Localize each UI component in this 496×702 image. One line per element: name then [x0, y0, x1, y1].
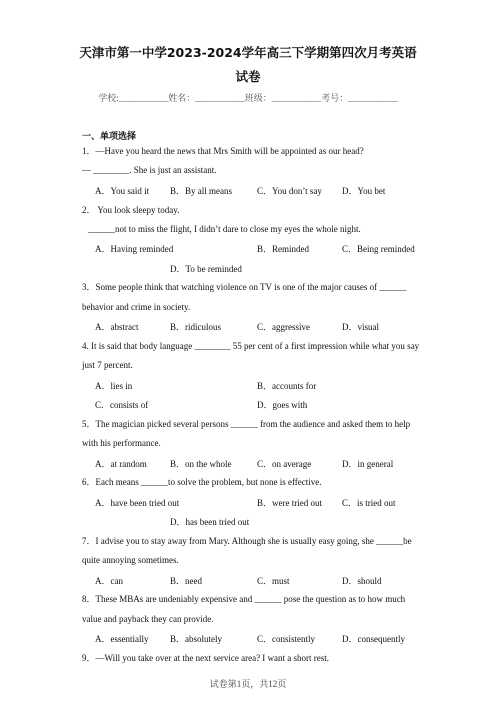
question-2-option-a: A．Having reminded: [95, 244, 174, 254]
question-1-option-b: B．By all means: [170, 186, 232, 196]
question-5-option-a: A．at random: [95, 459, 147, 469]
question-2-option-b: B．Reminded: [257, 244, 309, 254]
question-2-line-1: 2． You look sleepy today.: [82, 205, 180, 215]
question-1-line-2: — ________. She is just an assistant.: [82, 165, 217, 175]
question-7-option-d: D．should: [342, 576, 382, 586]
question-4-line-1: 4. It is said that body language ________ 55 per cent of a first impression while what you say: [82, 341, 420, 351]
question-1-line-1: 1．—Have you heard the news that Mrs Smith will be appointed as our head?: [82, 146, 364, 156]
question-1-option-c: C．You don’t say: [257, 186, 322, 196]
question-2-option-d: D．To be reminded: [170, 264, 242, 274]
question-5-line-2: with his performance.: [82, 438, 161, 448]
question-8-option-a: A．essentially: [95, 634, 149, 644]
question-7-option-b: B．need: [170, 576, 202, 586]
question-4-option-a: A．lies in: [95, 381, 133, 391]
exam-title-line2: 试卷: [235, 69, 261, 84]
question-4-option-b: B．accounts for: [257, 381, 317, 391]
page-footer: 试卷第1页，共12页: [209, 679, 287, 689]
question-7-line-1: 7．I advise you to stay away from Mary. Although she is usually easy going, she ______be: [82, 536, 412, 546]
question-4-option-c: C．consists of: [95, 400, 149, 410]
question-8-option-d: D．consequently: [342, 634, 405, 644]
question-5-line-1: 5．The magician picked several persons ______ from the audience and asked them to help: [82, 419, 411, 429]
question-9-line-1: 9．—Will you take over at the next service area? I want a short rest.: [82, 653, 330, 663]
question-2-option-c: C．Being reminded: [342, 244, 415, 254]
question-8-line-1: 8．These MBAs are undeniably expensive and ______ pose the question as to how much: [82, 594, 406, 604]
question-6-option-b: B．were tried out: [257, 498, 322, 508]
question-7-option-a: A．can: [95, 576, 123, 586]
question-1-option-a: A．You said it: [95, 186, 150, 196]
question-3-line-1: 3．Some people think that watching violence on TV is one of the major causes of ______: [82, 282, 407, 292]
exam-title-line1: 天津市第一中学2023-2024学年高三下学期第四次月考英语: [79, 45, 417, 60]
question-5-option-c: C．on average: [257, 459, 312, 469]
section-heading: 一、单项选择: [82, 132, 137, 142]
question-6-option-d: D．has been tried out: [170, 517, 250, 527]
student-info-line: 学校:___________姓名：___________班级：___________考号：___________: [98, 93, 398, 103]
question-3-option-b: B．ridiculous: [170, 322, 221, 332]
question-1-option-d: D．You bet: [342, 186, 386, 196]
question-4-option-d: D．goes with: [257, 400, 308, 410]
question-8-option-b: B．absolutely: [170, 634, 222, 644]
question-4-line-2: just 7 percent.: [82, 360, 133, 370]
question-7-option-c: C．must: [257, 576, 290, 586]
question-6-option-c: C．is tried out: [342, 498, 396, 508]
question-6-line-1: 6．Each means ______to solve the problem, but none is effective.: [82, 477, 322, 487]
question-3-option-a: A．abstract: [95, 322, 139, 332]
question-5-option-d: D．in general: [342, 459, 394, 469]
question-2-line-2: ______not to miss the flight, I didn’t dare to close my eyes the whole night.: [88, 224, 361, 234]
question-6-option-a: A．have been tried out: [95, 498, 180, 508]
question-3-line-2: behavior and crime in society.: [82, 302, 191, 312]
question-5-option-b: B．on the whole: [170, 459, 232, 469]
question-3-option-d: D．visual: [342, 322, 379, 332]
question-8-line-2: value and payback they can provide.: [82, 614, 214, 624]
question-3-option-c: C．aggressive: [257, 322, 310, 332]
question-7-line-2: quite annoying sometimes.: [82, 555, 179, 565]
question-8-option-c: C．consistently: [257, 634, 315, 644]
